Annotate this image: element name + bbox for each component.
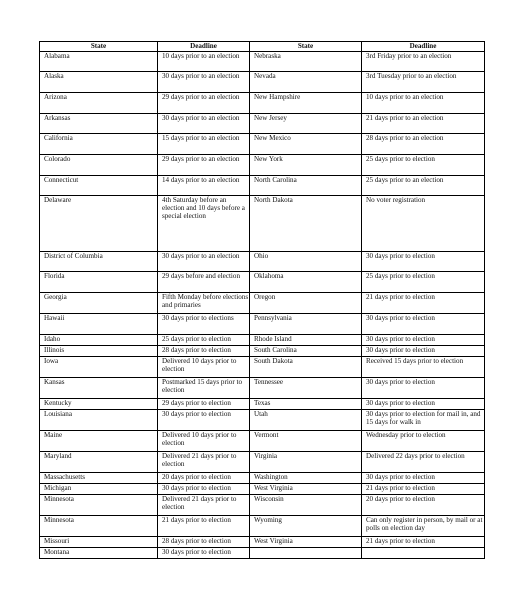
deadline-cell: 20 days prior to election <box>362 495 485 516</box>
table-row <box>40 516 485 537</box>
deadline-cell: 25 days prior to election <box>362 272 485 293</box>
deadline-cell: 25 days prior to an election <box>362 176 485 196</box>
table-header <box>40 42 485 52</box>
deadline-cell: 30 days prior to election <box>362 378 485 399</box>
table-row <box>40 431 485 452</box>
deadline-table-wrapper <box>39 41 484 559</box>
state-cell: New York <box>250 155 362 176</box>
state-cell: Minnesota <box>40 495 158 516</box>
state-cell: Utah <box>250 410 362 431</box>
state-cell: Tennessee <box>250 378 362 399</box>
state-cell: Connecticut <box>40 176 158 196</box>
state-cell: Pennsylvania <box>250 314 362 335</box>
state-cell: Delaware <box>40 196 158 252</box>
deadline-cell: 30 days prior to elections <box>158 314 250 335</box>
table-row <box>40 452 485 473</box>
table-row <box>40 293 485 314</box>
table-row <box>40 114 485 134</box>
state-cell: Idaho <box>40 335 158 346</box>
deadline-cell: Postmarked 15 days prior to election <box>158 378 250 399</box>
deadline-cell: 28 days prior to election <box>158 537 250 548</box>
state-cell: Washington <box>250 473 362 484</box>
deadline-cell: 30 days prior to election <box>362 346 485 357</box>
state-cell: Minnesota <box>40 516 158 537</box>
deadline-cell: 21 days prior to election <box>362 537 485 548</box>
deadline-cell: 28 days prior to election <box>158 346 250 357</box>
deadline-cell: 25 days prior to election <box>158 335 250 346</box>
table-row <box>40 272 485 293</box>
deadline-cell: 30 days prior to an election <box>158 114 250 134</box>
deadline-cell: 20 days prior to election <box>158 473 250 484</box>
deadline-cell: Delivered 10 days prior to election <box>158 431 250 452</box>
header-row <box>40 42 485 52</box>
state-cell: Alaska <box>40 72 158 93</box>
state-cell: Georgia <box>40 293 158 314</box>
deadline-cell: 21 days prior to election <box>158 516 250 537</box>
state-cell: Kentucky <box>40 399 158 410</box>
deadline-cell: 30 days prior to election <box>158 484 250 495</box>
header-state-right: State <box>250 42 362 52</box>
state-cell: California <box>40 134 158 155</box>
state-cell: Iowa <box>40 357 158 378</box>
state-cell: Alabama <box>40 52 158 72</box>
table-row <box>40 335 485 346</box>
table-row <box>40 537 485 548</box>
table-row <box>40 410 485 431</box>
table-row <box>40 134 485 155</box>
state-cell: Maine <box>40 431 158 452</box>
deadline-cell: 29 days before and election <box>158 272 250 293</box>
deadline-cell: 21 days prior to an election <box>362 114 485 134</box>
table-row <box>40 72 485 93</box>
deadline-cell: Delivered 21 days prior to election <box>158 495 250 516</box>
table-row <box>40 346 485 357</box>
deadline-cell: 30 days prior to election <box>158 410 250 431</box>
state-cell: Massachusetts <box>40 473 158 484</box>
state-cell: District of Columbia <box>40 252 158 272</box>
deadline-cell: Delivered 10 days prior to election <box>158 357 250 378</box>
header-state-left: State <box>40 42 158 52</box>
table-row <box>40 378 485 399</box>
deadline-cell: 21 days prior to election <box>362 484 485 495</box>
state-cell: South Carolina <box>250 346 362 357</box>
state-cell: West Virginia <box>250 537 362 548</box>
state-cell: Ohio <box>250 252 362 272</box>
state-cell: Michigan <box>40 484 158 495</box>
deadline-cell: 15 days prior to an election <box>158 134 250 155</box>
deadline-cell: 30 days prior to election <box>158 548 250 559</box>
table-row <box>40 548 485 559</box>
state-cell: Nevada <box>250 72 362 93</box>
header-deadline-left: Deadline <box>158 42 250 52</box>
state-cell: Wyoming <box>250 516 362 537</box>
table-row <box>40 52 485 72</box>
state-cell: Louisiana <box>40 410 158 431</box>
table-row <box>40 155 485 176</box>
state-cell: Virginia <box>250 452 362 473</box>
deadline-cell: 3rd Friday prior to an election <box>362 52 485 72</box>
state-cell: Hawaii <box>40 314 158 335</box>
deadline-cell: Received 15 days prior to election <box>362 357 485 378</box>
state-cell: Vermont <box>250 431 362 452</box>
state-cell: Rhode Island <box>250 335 362 346</box>
deadline-cell: Delivered 22 days prior to election <box>362 452 485 473</box>
deadline-cell: 30 days prior to an election <box>158 252 250 272</box>
state-cell: Oklahoma <box>250 272 362 293</box>
deadline-cell: 30 days prior to election <box>362 335 485 346</box>
state-cell: South Dakota <box>250 357 362 378</box>
state-cell: Colorado <box>40 155 158 176</box>
deadline-cell: 29 days prior to an election <box>158 155 250 176</box>
state-cell: North Dakota <box>250 196 362 252</box>
deadline-cell: 28 days prior to an election <box>362 134 485 155</box>
state-cell: Oregon <box>250 293 362 314</box>
deadline-cell: 30 days prior to election <box>362 399 485 410</box>
header-deadline-right: Deadline <box>362 42 485 52</box>
table-row <box>40 314 485 335</box>
table-row <box>40 495 485 516</box>
table-row <box>40 93 485 114</box>
state-cell: West Virginia <box>250 484 362 495</box>
state-cell: Wisconsin <box>250 495 362 516</box>
deadline-cell: 10 days prior to an election <box>158 52 250 72</box>
table-row <box>40 357 485 378</box>
table-row <box>40 252 485 272</box>
state-cell: Missouri <box>40 537 158 548</box>
table-row <box>40 196 485 252</box>
deadline-cell <box>362 548 485 559</box>
state-cell: Florida <box>40 272 158 293</box>
registration-deadline-table <box>39 41 485 559</box>
state-cell: Arkansas <box>40 114 158 134</box>
deadline-cell: 21 days prior to election <box>362 293 485 314</box>
state-cell: Nebraska <box>250 52 362 72</box>
deadline-cell: 30 days prior to election <box>362 473 485 484</box>
state-cell: North Carolina <box>250 176 362 196</box>
deadline-cell: 25 days prior to election <box>362 155 485 176</box>
table-row <box>40 176 485 196</box>
deadline-cell: No voter registration <box>362 196 485 252</box>
deadline-cell: 30 days prior to an election <box>158 72 250 93</box>
deadline-cell: 30 days prior to election <box>362 252 485 272</box>
deadline-cell: Wednesday prior to election <box>362 431 485 452</box>
table-row <box>40 484 485 495</box>
state-cell: New Jersey <box>250 114 362 134</box>
state-cell <box>250 548 362 559</box>
state-cell: Kansas <box>40 378 158 399</box>
state-cell: Arizona <box>40 93 158 114</box>
deadline-cell: 4th Saturday before an election and 10 days before a special election <box>158 196 250 252</box>
table-row <box>40 473 485 484</box>
deadline-cell: Delivered 21 days prior to election <box>158 452 250 473</box>
state-cell: Illinois <box>40 346 158 357</box>
state-cell: New Hampshire <box>250 93 362 114</box>
state-cell: Maryland <box>40 452 158 473</box>
table-body <box>40 52 485 559</box>
deadline-cell: 30 days prior to election <box>362 314 485 335</box>
deadline-cell: 29 days prior to election <box>158 399 250 410</box>
deadline-cell: 14 days prior to an election <box>158 176 250 196</box>
table-row <box>40 399 485 410</box>
deadline-cell: 30 days prior to election for mail in, and 15 days for walk in <box>362 410 485 431</box>
deadline-cell: 3rd Tuesday prior to an election <box>362 72 485 93</box>
deadline-cell: Can only register in person, by mail or at polls on election day <box>362 516 485 537</box>
state-cell: Montana <box>40 548 158 559</box>
deadline-cell: Fifth Monday before elections and primaries <box>158 293 250 314</box>
state-cell: Texas <box>250 399 362 410</box>
state-cell: New Mexico <box>250 134 362 155</box>
deadline-cell: 29 days prior to an election <box>158 93 250 114</box>
deadline-cell: 10 days prior to an election <box>362 93 485 114</box>
